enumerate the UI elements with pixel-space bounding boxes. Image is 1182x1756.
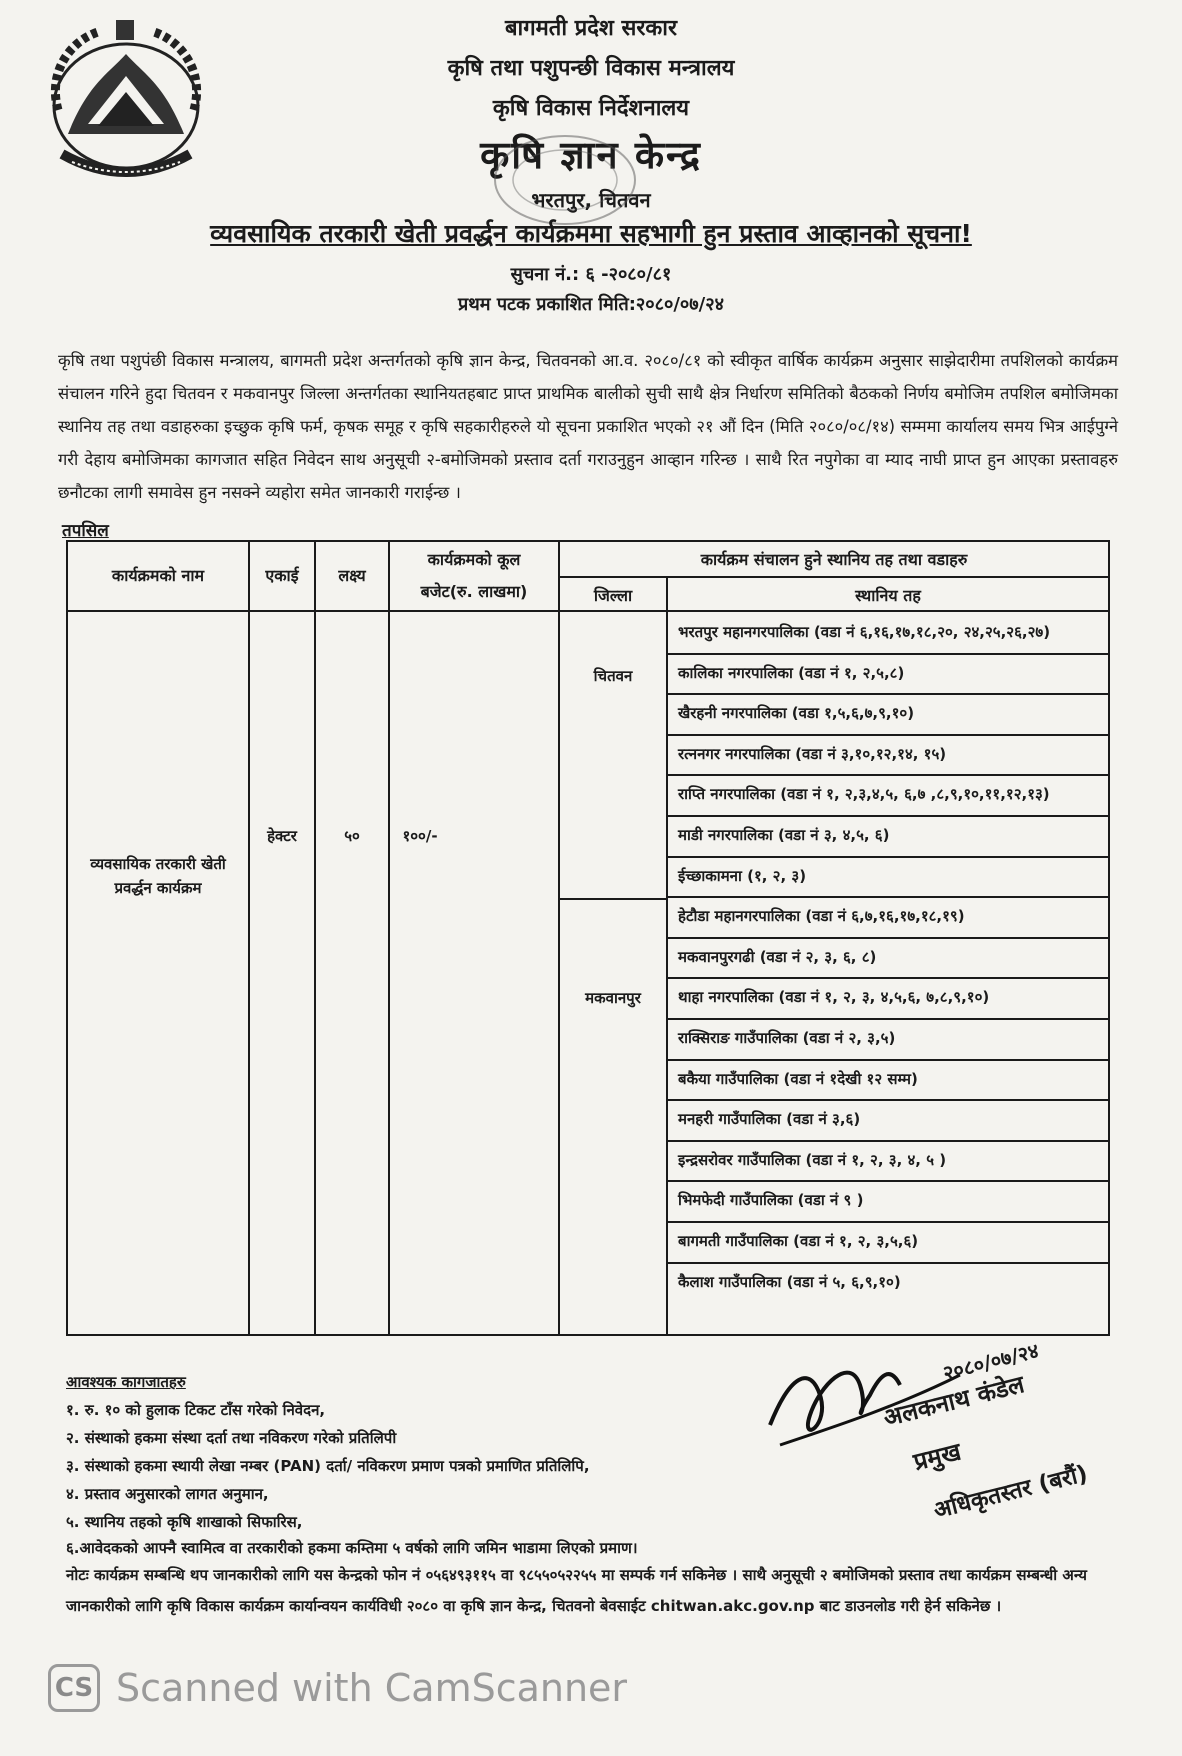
row-divider xyxy=(668,1059,1108,1061)
budget-value: १००/- xyxy=(402,827,438,845)
details-label: तपसिल xyxy=(62,521,109,541)
signatory-name: अलकनाथ कंडेल xyxy=(880,1370,1028,1433)
header-budget-line1: कार्यक्रमको कूल xyxy=(427,550,521,569)
camscanner-watermark xyxy=(48,1660,628,1720)
local-level-1-4: बकैया गाउँपालिका (वडा नं १देखी १२ सम्म) xyxy=(678,1069,918,1088)
district-chitwan: चितवन xyxy=(593,667,633,685)
office-stamp-icon xyxy=(485,130,645,230)
camscanner-logo-icon: CS xyxy=(48,1664,100,1712)
header-local: स्थानिय तह xyxy=(855,586,921,605)
local-level-0-3: रत्ननगर नगरपालिका (वडा नं ३,१०,१२,१४, १५) xyxy=(678,744,947,763)
local-level-0-0: भरतपुर महानगरपालिका (वडा नं ६,१६,१७,१८,२०, २४,२५,२६,२७) xyxy=(678,623,1051,641)
row-divider xyxy=(668,774,1108,776)
directorate-name: कृषि विकास निर्देशनालय xyxy=(492,96,690,121)
header-local-levels: कार्यक्रम संचालन हुने स्थानिय तह तथा वडाहरु xyxy=(700,550,968,569)
doc-item: १. रु. १० को हुलाक टिकट टाँस गरेको निवेदन, xyxy=(66,1401,326,1419)
signatory-rank: अधिकृतस्तर (बरौं) xyxy=(931,1460,1091,1525)
row-divider xyxy=(668,1140,1108,1142)
target-value: ५० xyxy=(344,827,360,845)
header-program: कार्यक्रमको नाम xyxy=(111,566,205,585)
row-divider xyxy=(668,1099,1108,1101)
row-divider xyxy=(668,815,1108,817)
program-table xyxy=(66,540,1110,1336)
row-divider xyxy=(668,856,1108,858)
doc-item: ६.आवेदकको आफ्नै स्वामित्व वा तरकारीको हकमा कम्तिमा ५ वर्षको लागि जमिन भाडामा लिएको प्रमाण। xyxy=(66,1539,638,1557)
office-name: कृषि ज्ञान केन्द्र xyxy=(480,133,702,177)
signatory-role: प्रमुख xyxy=(910,1437,964,1477)
row-divider xyxy=(668,1262,1108,1264)
row-divider xyxy=(668,977,1108,979)
note-text: नोटः कार्यक्रम सम्बन्धि थप जानकारीको लागि यस केन्द्रको फोन नं ०५६४९३११५ वा ९८५५०५२२५५ मा सम्पर्क गर्न सकिनेछ । साथै अनुसूची २ बमोजिमको प्रस्ताव तथा कार्यक्रम सम्बन्धी अन्य जानकारीको लागि कृषि विकास कार्यक्रम कार्यान्वयन कार्यविधी २०८० वा कृषि ज्ञान केन्द्र, चितवनो बेवसाईट chitwan.akc.gov.np बाट डाउनलोड गरी हेर्न सकिनेछ । xyxy=(66,1566,1087,1615)
local-level-1-6: इन्द्रसरोवर गाउँपालिका (वडा नं १, २, ३, ४, ५ ) xyxy=(678,1150,947,1169)
row-divider xyxy=(668,653,1108,655)
doc-item: ५. स्थानिय तहको कृषि शाखाको सिफारिस, xyxy=(66,1513,303,1531)
local-level-1-8: बागमती गाउँपालिका (वडा नं १, २, ३,५,६) xyxy=(678,1232,919,1250)
row-divider xyxy=(668,1180,1108,1182)
local-level-1-7: भिमफेदी गाउँपालिका (वडा नं ९ ) xyxy=(678,1191,864,1210)
local-level-0-5: माडी नगरपालिका (वडा नं ३, ४,५, ६) xyxy=(678,826,890,844)
program-name-line2: प्रवर्द्धन कार्यक्रम xyxy=(114,879,202,897)
local-level-0-4: राप्ति नगरपालिका (वडा नं १, २,३,४,५, ६,७ ,८,९,१०,११,१२,१३) xyxy=(678,785,1050,804)
header-budget-line2: बजेट(रु. लाखमा) xyxy=(420,582,528,601)
unit-value: हेक्टर xyxy=(267,827,297,845)
notice-body: कृषि तथा पशुपंछी विकास मन्त्रालय, बागमती प्रदेश अन्तर्गतको कृषि ज्ञान केन्द्र, चितवनको आ.व. २०८०/८१ को स्वीकृत वार्षिक कार्यक्रम अनुसार साझेदारीमा तपशिलको कार्यक्रम संचालन गरिने हुदा चितवन र मकवानपुर जिल्ला अन्तर्गतका स्थानियतहबाट प्राप्त प्राथमिक बालीको सुची साथै क्षेत्र निर्धारण समितिको बैठकको निर्णय बमोजिम तपशिल बमोजिमका स्थानिय तह तथा वडाहरुका इच्छुक कृषि फर्म, कृषक समूह र कृषि सहकारीहरुले यो सूचना प्रकाशित भएको २१ औं दिन (मिति २०८०/०८/१४) सम्ममा कार्यालय समय भित्र आईपुग्ने गरी देहाय बमोजिमका कागजात सहित निवेदन साथ अनुसूची २-बमोजिमको प्रस्ताव दर्ता गराउनुहुन आव्हान गरिन्छ । साथै रित नपुगेका वा म्याद नाघी प्राप्त हुन आएका प्रस्तावहरु छनौटका लागी समावेस हुन नसक्ने व्यहोरा समेत जानकारी गराईन्छ । xyxy=(58,351,1118,502)
required-docs-title: आवश्यक कागजातहरु xyxy=(66,1373,186,1391)
doc-item: २. संस्थाको हकमा संस्था दर्ता तथा नविकरण गरेको प्रतिलिपी xyxy=(66,1429,397,1447)
doc-item: ३. संस्थाको हकमा स्थायी लेखा नम्बर (PAN) दर्ता/ नविकरण प्रमाण पत्रको प्रमाणित प्रतिलिपि, xyxy=(66,1457,590,1475)
row-divider xyxy=(668,1221,1108,1223)
local-level-0-1: कालिका नगरपालिका (वडा नं १, २,५,८) xyxy=(678,663,905,682)
header-target: लक्ष्य xyxy=(338,566,366,585)
local-level-0-6: ईच्छाकामना (१, २, ३) xyxy=(678,866,807,885)
ministry-name: कृषि तथा पशुपन्छी विकास मन्त्रालय xyxy=(447,56,735,81)
header-district: जिल्ला xyxy=(593,586,633,605)
doc-item: ४. प्रस्ताव अनुसारको लागत अनुमान, xyxy=(66,1485,269,1503)
signature-date: २०८०/०७/२४ xyxy=(940,1338,1042,1386)
program-name-line1: व्यवसायिक तरकारी खेती xyxy=(90,855,226,873)
local-level-1-9: कैलाश गाउँपालिका (वडा नं ५, ६,९,१०) xyxy=(678,1272,901,1291)
camscanner-text: Scanned with CamScanner xyxy=(116,1666,628,1710)
govt-name: बागमती प्रदेश सरकार xyxy=(505,16,677,41)
local-level-1-5: मनहरी गाउँपालिका (वडा नं ३,६) xyxy=(678,1110,861,1129)
local-level-1-1: मकवानपुरगढी (वडा नं २, ३, ६, ८) xyxy=(678,947,877,966)
local-level-1-2: थाहा नगरपालिका (वडा नं १, २, ३, ४,५,६, ७,८,९,१०) xyxy=(678,988,990,1007)
row-divider xyxy=(668,734,1108,736)
local-level-1-0: हेटौडा महानगरपालिका (वडा नं ६,७,१६,१७,१८,१९) xyxy=(678,907,965,926)
notice-title: व्यवसायिक तरकारी खेती प्रवर्द्धन कार्यक्रममा सहभागी हुन प्रस्ताव आव्हानको सूचना! xyxy=(210,219,972,248)
local-level-1-3: राक्सिराङ गाउँपालिका (वडा नं २, ३,५) xyxy=(678,1029,896,1047)
office-location: भरतपुर, चितवन xyxy=(531,188,651,212)
row-divider xyxy=(668,693,1108,695)
row-divider xyxy=(668,937,1108,939)
notice-number: सुचना नं.: ६ -२०८०/८१ xyxy=(510,264,672,285)
local-level-0-2: खैरहनी नगरपालिका (वडा १,५,६,७,९,१०) xyxy=(678,704,915,723)
header-unit: एकाई xyxy=(265,566,299,585)
row-divider xyxy=(668,896,1108,898)
district-makwanpur: मकवानपुर xyxy=(585,989,641,1007)
publication-date: प्रथम पटक प्रकाशित मिति:२०८०/०७/२४ xyxy=(458,294,724,315)
row-divider xyxy=(668,1018,1108,1020)
